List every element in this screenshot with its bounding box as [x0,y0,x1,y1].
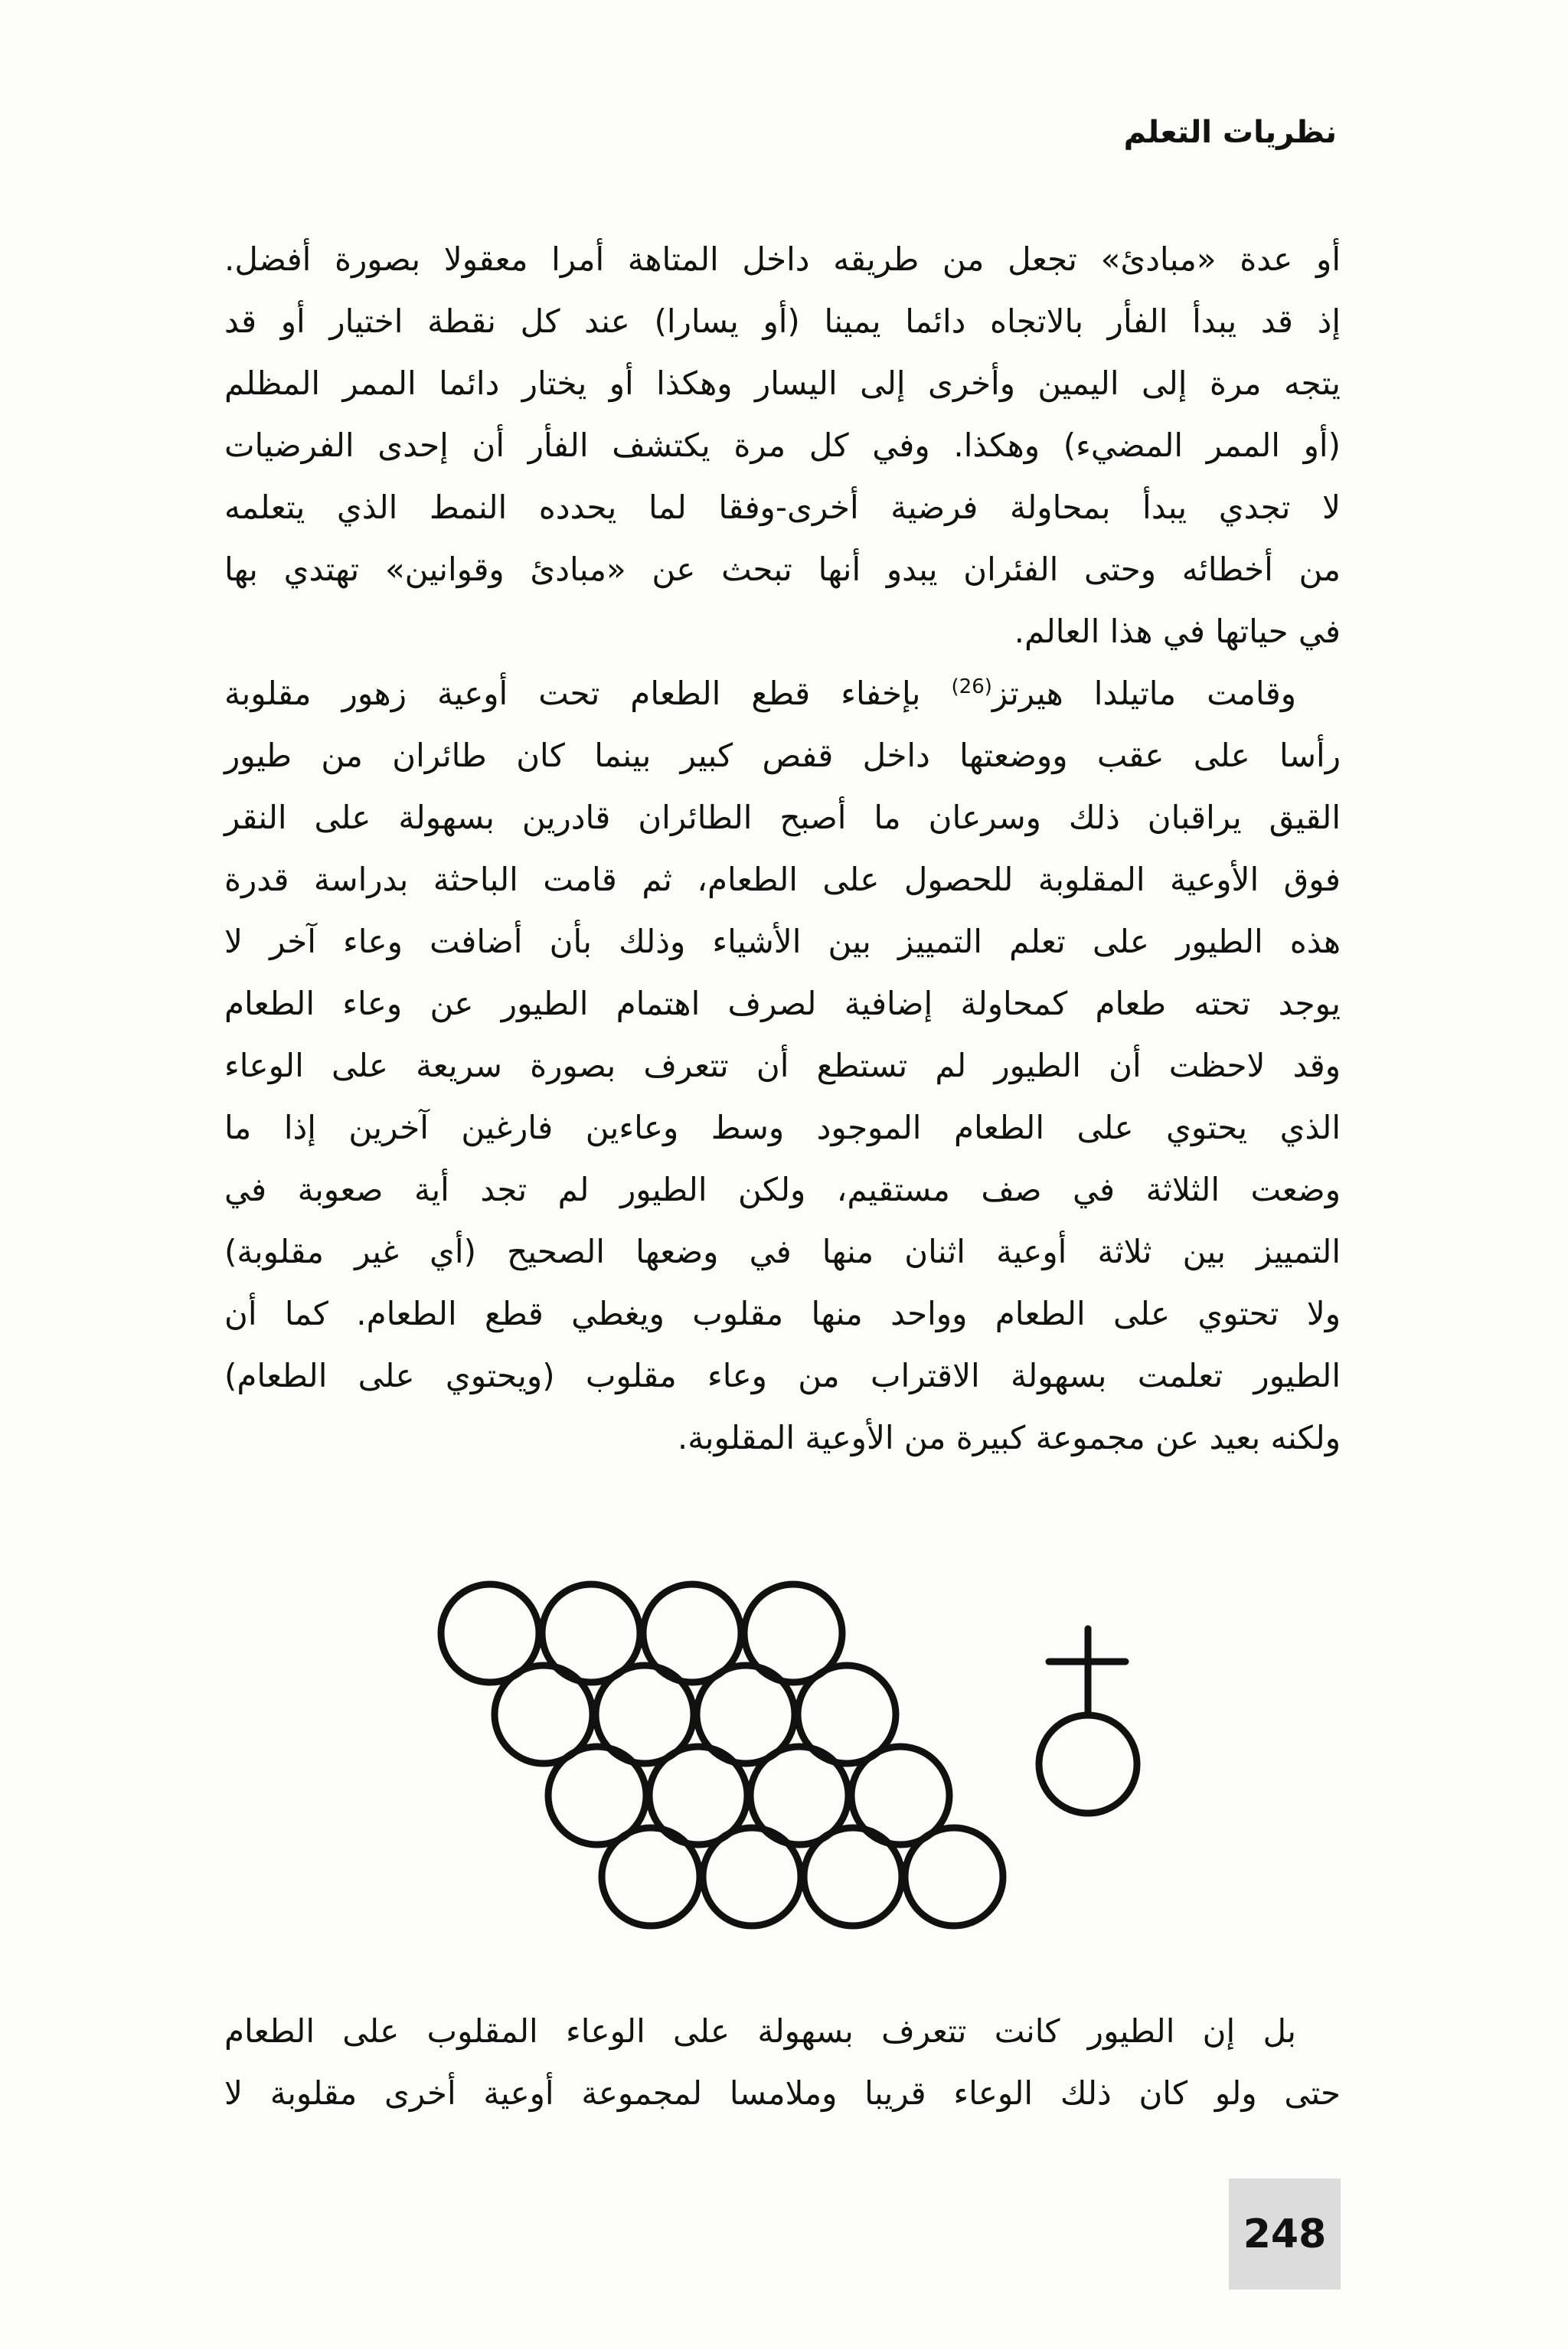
page-number: 248 [1243,2211,1327,2257]
text-line: في حياتها في هذا العالم. [1014,613,1341,650]
text-line: من أخطائه وحتى الفئران يبدو أنها تبحث عن «مبادئ وقوانين» تهتدي بها [224,551,1341,588]
female-symbol-icon [1039,1629,1137,1813]
text-line: (أو الممر المضيء) وهكذا. وفي كل مرة يكتشف الفأر أن إحدى الفرضيات [224,427,1341,464]
text-fragment: وقامت ماتيلدا هيرتز [991,675,1296,712]
text-line: لا تجدي يبدأ بمحاولة فرضية أخرى-وفقا لما يحدده النمط الذي يتعلمه [224,489,1341,526]
pot-circle [804,1828,902,1926]
continuation-text-block [224,2000,1341,2124]
text-line: إذ قد يبدأ الفأر بالاتجاه دائما يمينا (أو يسارا) عند كل نقطة اختيار أو قد [224,302,1341,340]
running-header: نظريات التعلم [1123,115,1337,150]
circle-grid [441,1584,1003,1926]
text-line: وقد لاحظت أن الطيور لم تستطع أن تتعرف بصورة سريعة على الوعاء [224,1047,1341,1084]
text-line: ولكنه بعيد عن مجموعة كبيرة من الأوعية المقلوبة. [677,1419,1341,1456]
footnote-marker: (26) [951,675,992,698]
text-line: حتى ولو كان ذلك الوعاء قريبا وملامسا لمجموعة أوعية أخرى مقلوبة لا [224,2074,1341,2112]
pot-circle [703,1828,801,1926]
text-fragment: بإخفاء قطع الطعام تحت أوعية زهور مقلوبة [224,675,952,712]
text-line: القيق يراقبان ذلك وسرعان ما أصبح الطائران قادرين بسهولة على النقر [224,799,1341,836]
text-line: الذي يحتوي على الطعام الموجود وسط وعاءين فارغين آخرين إذا ما [224,1109,1341,1146]
pot-circle [602,1828,700,1926]
text-line: فوق الأوعية المقلوبة للحصول على الطعام، ثم قامت الباحثة بدراسة قدرة [224,861,1341,898]
text-line: التمييز بين ثلاثة أوعية اثنان منها في وضعها الصحيح (أي غير مقلوبة) [224,1233,1341,1270]
page-number-box [1229,2178,1341,2290]
text-line: هذه الطيور على تعلم التمييز بين الأشياء وذلك بأن أضافت وعاء آخر لا [224,923,1341,960]
text-line: أو عدة «مبادئ» تجعل من طريقه داخل المتاهة أمرا معقولا بصورة أفضل. [224,240,1341,278]
text-line: الطيور تعلمت بسهولة الاقتراب من وعاء مقلوب (ويحتوي على الطعام) [224,1357,1341,1394]
text-line: رأسا على عقب ووضعتها داخل قفص كبير بينما كان طائران من طيور [224,737,1341,774]
symbol-circle [1039,1715,1137,1813]
text-line: يوجد تحته طعام كمحاولة إضافية لصرف اهتمام الطيور عن وعاء الطعام [224,985,1341,1022]
pot-circle [905,1828,1003,1926]
text-line: بل إن الطيور كانت تتعرف بسهولة على الوعاء المقلوب على الطعام [224,2012,1296,2050]
text-line: وضعت الثلاثة في صف مستقيم، ولكن الطيور لم تجد أية صعوبة في [224,1171,1341,1208]
text-line: يتجه مرة إلى اليمين وأخرى إلى اليسار وهكذا أو يختار دائما الممر المظلم [224,364,1341,402]
text-line: ولا تحتوي على الطعام وواحد منها مقلوب ويغطي قطع الطعام. كما أن [224,1295,1341,1332]
